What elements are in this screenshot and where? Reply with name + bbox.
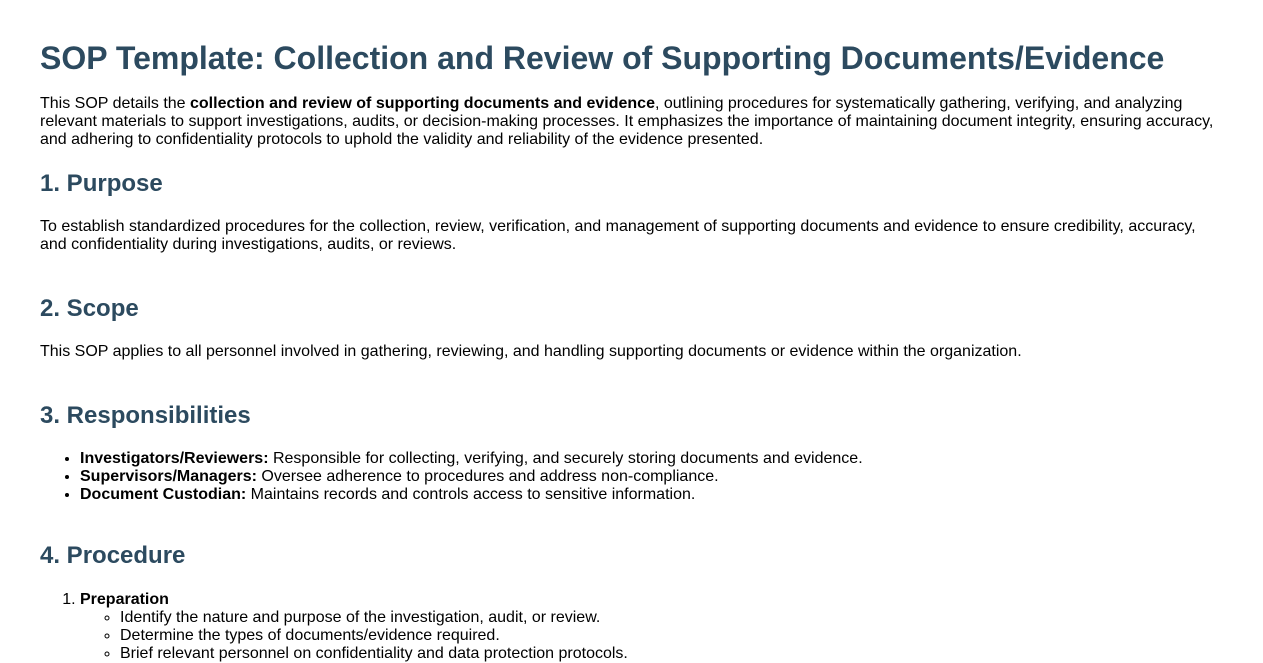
responsibilities-list <box>40 450 1223 504</box>
step-substeps <box>80 609 1223 663</box>
list-item <box>80 486 1223 504</box>
purpose-text: To establish standardized procedures for the collection, review, verification, and management of supporting documents and evidence to ensure credibility, accuracy, and confidentiality during investigations, audits, or reviews. <box>40 218 1196 253</box>
list-item <box>80 468 1223 486</box>
page-title: SOP Template: Collection and Review of Supporting Documents/Evidence <box>40 40 1165 76</box>
role-description: Responsible for collecting, verifying, and securely storing documents and evidence. <box>268 450 863 467</box>
procedure-step <box>80 591 1223 663</box>
step-title: Preparation <box>80 591 169 608</box>
list-item: ◦ Identify the nature and purpose of the investigation, audit, or review. <box>120 609 1223 627</box>
role-description: Maintains records and controls access to sensitive information. <box>246 486 696 503</box>
role-label: Document Custodian: <box>80 486 247 503</box>
list-item: ◦ Brief relevant personnel on confidentiality and data protection protocols. <box>120 645 1223 663</box>
role-label: Investigators/Reviewers: <box>80 450 269 467</box>
list-item: ◦ Determine the types of documents/evidence required. <box>120 627 1223 645</box>
intro-text-end: , outlining procedures for systematically gathering, verifying, and analyzing relevant materials to support investigations, audits, or decision-making processes. It emphasizes the importance of maintaining document integrity, ensuring accuracy, and adhering to confidentiality protocols to uphold the validity and reliability of the evidence presented. <box>40 95 1214 148</box>
intro-text-start: This SOP details the <box>40 95 190 112</box>
scope-heading: 2. Scope <box>40 295 139 322</box>
role-label: Supervisors/Managers: <box>80 468 257 485</box>
scope-text: This SOP applies to all personnel involved in gathering, reviewing, and handling supporting documents or evidence within the organization. <box>40 343 1022 360</box>
procedure-steps <box>40 591 1223 663</box>
purpose-heading: 1. Purpose <box>40 170 163 197</box>
procedure-heading: 4. Procedure <box>40 542 186 569</box>
list-item <box>80 450 1223 468</box>
role-description: Oversee adherence to procedures and address non-compliance. <box>256 468 719 485</box>
intro-text-bold: collection and review of supporting documents and evidence <box>190 95 655 112</box>
responsibilities-heading: 3. Responsibilities <box>40 402 251 429</box>
intro-paragraph <box>40 95 1223 149</box>
